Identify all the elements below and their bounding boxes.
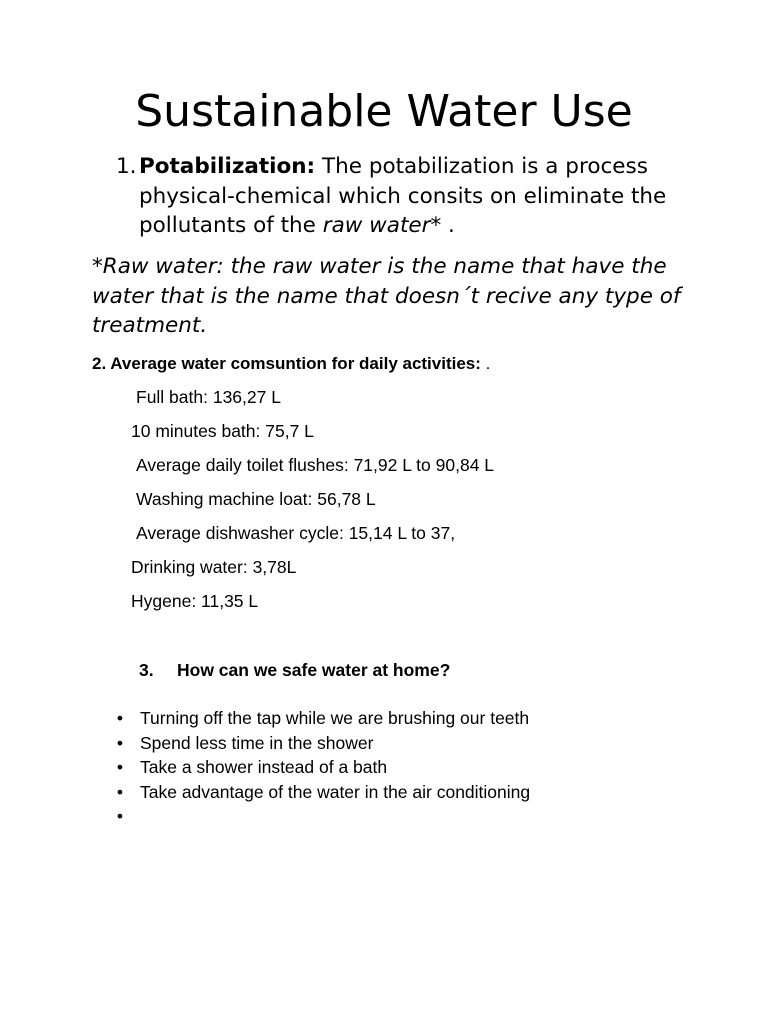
section-number: 1. [116,154,137,179]
tip-text: Turning off the tap while we are brushing our teeth [140,708,530,728]
section-number: 3. [139,660,154,680]
section-heading: Potabilization: [139,154,316,179]
consumption-heading-suffix: . [480,354,491,373]
consumption-item: Average daily toilet flushes: 71,92 L to 90,84 L [136,455,495,475]
bullet-icon: • [116,806,124,826]
tip-text: Spend less time in the shower [140,732,374,753]
section-text: The potabilization is a process physical-chemical which consits on eliminate the pollutants of the [139,154,667,238]
list-item [114,804,530,829]
document-title: Sustainable Water Use [135,86,633,137]
consumption-item: Drinking water: 3,78L [131,557,297,577]
save-water-tips-list [114,706,530,829]
consumption-item: 10 minutes bath: 75,7 L [131,421,314,441]
save-water-heading-text: How can we safe water at home? [177,660,451,680]
section-potabilization [116,152,676,241]
consumption-item: Hygene: 11,35 L [131,591,259,611]
save-water-heading [139,658,450,682]
consumption-heading-text: 2. Average water comsuntion for daily activities: [92,354,481,373]
tip-text: Take advantage of the water in the air conditioning [140,781,531,802]
bullet-icon: • [116,732,124,753]
consumption-heading [92,352,490,376]
consumption-item: Washing machine loat: 56,78 L [136,489,376,509]
section-text-end: . [441,213,455,238]
tip-text: Take a shower instead of a bath [140,757,388,777]
list-item [114,731,530,756]
consumption-item: Average dishwasher cycle: 15,14 L to 37, [136,523,456,543]
section-body [139,152,676,241]
bullet-icon: • [116,708,124,728]
list-item [114,780,530,805]
raw-water-term: raw water* [322,213,442,238]
list-item [114,755,530,780]
raw-water-footnote: *Raw water: the raw water is the name that have the water that is the name that doesn´t recive any type of treatment. [92,254,681,338]
consumption-item: Full bath: 136,27 L [136,387,281,407]
bullet-icon: • [116,781,124,802]
list-item [114,706,530,731]
bullet-icon: • [116,757,124,777]
